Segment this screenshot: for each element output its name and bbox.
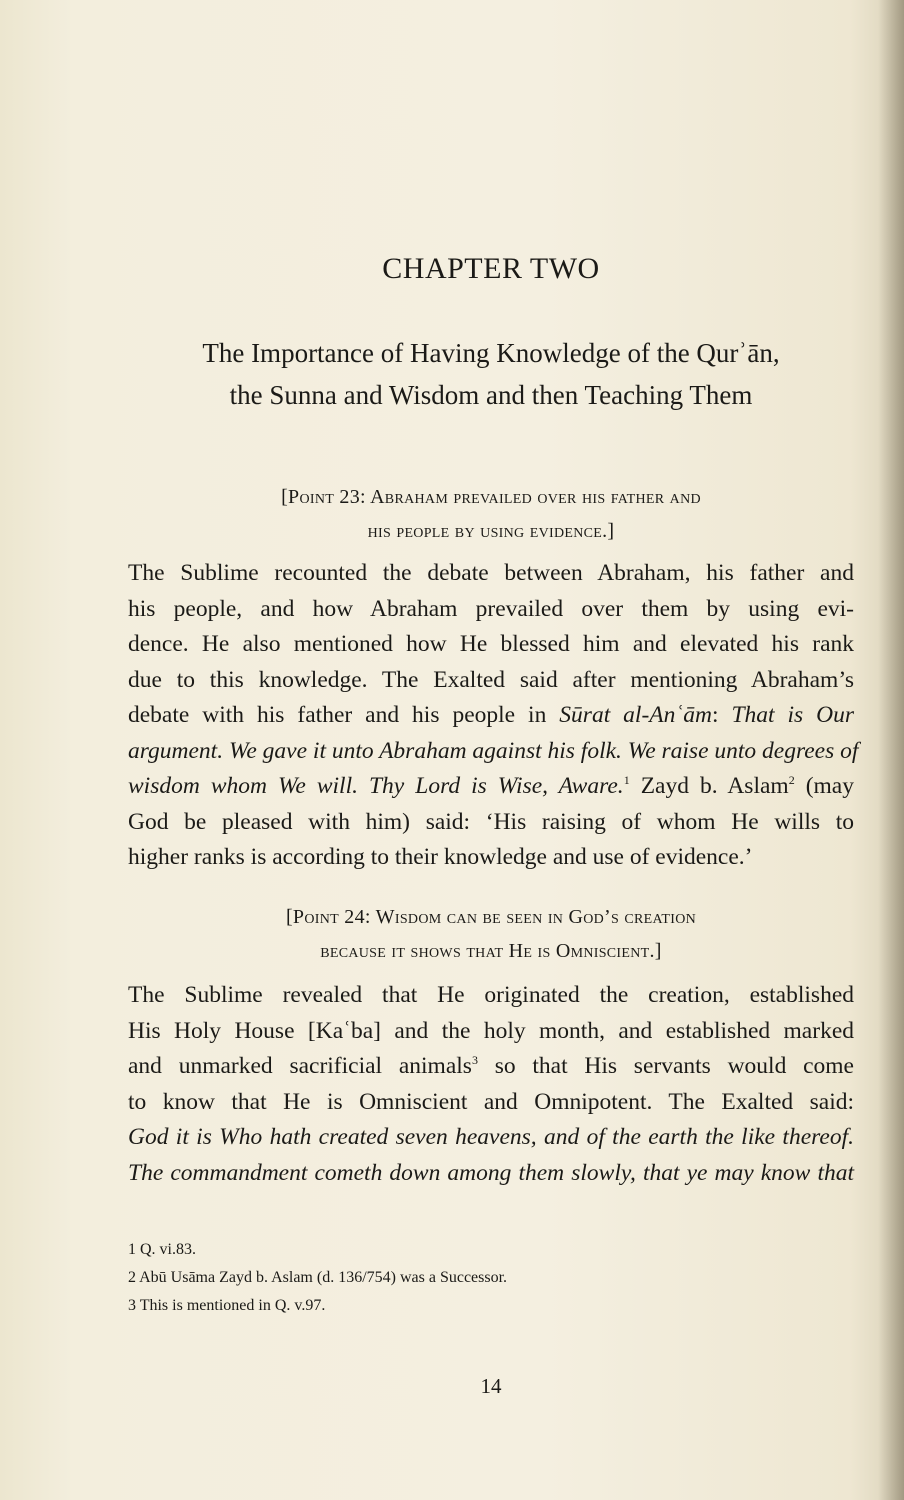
text-line [128,1120,854,1156]
text-line [128,734,859,770]
page-spine-shadow [878,0,904,1500]
quran-quote: God it is Who hath created seven heavens, and of the earth the like thereof. [128,1124,854,1150]
point-heading-line: because it shows that He is Omniscient.] [320,940,662,962]
quran-quote: The commandment cometh down among them slowly, that ye may know that [128,1159,854,1186]
chapter-title-line: The Importance of Having Knowledge of the Qurʾān, [202,338,780,368]
text-line: His Holy House [Kaʿba] and the holy month, and established marked [128,1017,854,1044]
text-run: : [711,702,732,728]
footnote: 3 This is mentioned in Q. v.97. [128,1297,326,1314]
footnote-ref[interactable]: 3 [471,1053,478,1068]
text-line [128,698,854,734]
text-run: (may [794,773,854,799]
text-run: debate with his father and his people in [128,702,560,728]
text-line [128,769,854,805]
footnote: 1 Q. vi.83. [128,1241,196,1258]
point-23-heading [128,480,854,548]
text-line: dence. He also mentioned how He blessed him and elevated his rank [128,631,854,657]
paragraph-1 [128,556,859,876]
text-line [128,1156,854,1192]
footnote-ref[interactable]: 2 [788,773,795,788]
text-line: his people, and how Abraham prevailed over them by using evi- [128,595,854,622]
text-run: and unmarked sacrificial animals [128,1053,472,1079]
text-line [128,1049,854,1085]
text-run: Zayd b. Aslam [629,773,789,799]
text-line: due to this knowledge. The Exalted said after mentioning Abraham’s [128,666,854,693]
text-line: to know that He is Omniscient and Omnipotent. The Exalted said: [128,1088,854,1115]
quran-quote: That is Our [731,702,855,728]
footnote-ref[interactable]: 1 [623,773,630,788]
text-line: The Sublime recounted the debate between Abraham, his father and [128,560,854,586]
footnotes [128,1236,854,1320]
point-24-heading [128,900,854,968]
point-heading-line: [Point 23: Abraham prevailed over his father and [281,486,701,508]
text-run: so that His servants would come [477,1053,854,1079]
quran-quote: argument. We gave it unto Abraham against his folk. We raise unto degrees of [128,737,859,764]
footnote: 2 Abū Usāma Zayd b. Aslam (d. 136/754) was a Successor. [128,1269,508,1286]
chapter-label: CHAPTER TWO [382,252,600,285]
text-line: higher ranks is according to their knowledge and use of evidence.’ [128,844,753,870]
quran-quote: wisdom whom We will. Thy Lord is Wise, Aware. [128,773,624,799]
point-heading-line: his people by using evidence.] [367,520,615,542]
point-heading-line: [Point 24: Wisdom can be seen in God’s creation [285,906,697,928]
sura-name: Sūrat al-Anʿām [559,702,712,728]
text-line: The Sublime revealed that He originated the creation, established [128,982,854,1008]
chapter-title [128,332,854,416]
text-line: God be pleased with him) said: ‘His raising of whom He wills to [128,808,854,835]
paragraph-2 [128,978,854,1191]
page-number: 14 [480,1374,502,1398]
chapter-title-line: the Sunna and Wisdom and then Teaching Them [229,380,753,410]
